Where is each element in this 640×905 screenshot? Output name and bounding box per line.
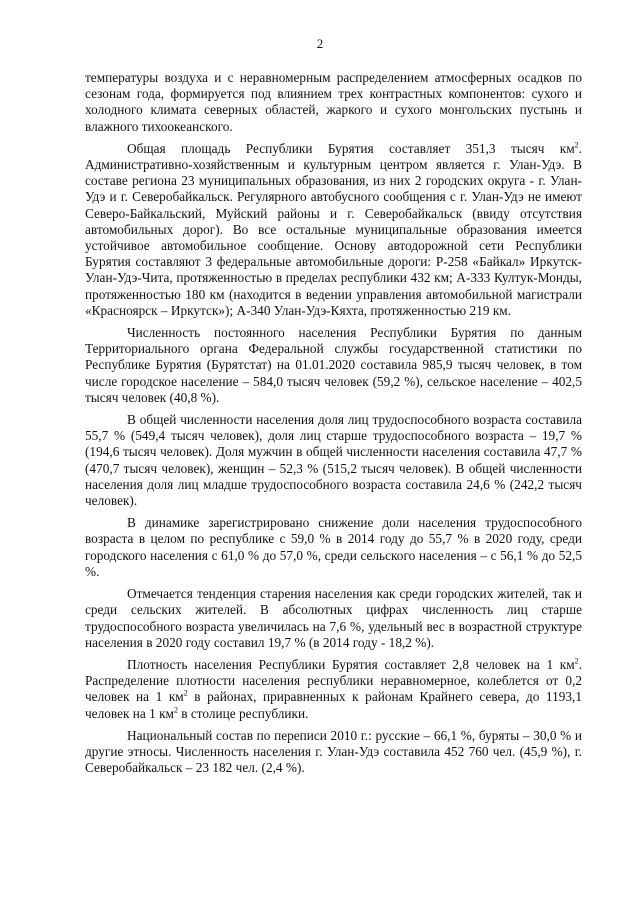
document-body bbox=[85, 70, 582, 782]
paragraph-dynamics: В динамике зарегистрировано снижение доли населения трудоспособного возраста в целом по республике с 59,0 % в 2014 году до 55,7 % в 2020 году, среди городского населения с 61,0 % до 57,0 %, среди сельского населения – с 56,1 % до 52,5 %. bbox=[85, 515, 582, 579]
area-text: Общая площадь Республики Бурятия составляет 351,3 тысяч км bbox=[127, 140, 575, 156]
density-text-3: в районах, приравненных к районам Крайнего севера, до 1193,1 человек на 1 км bbox=[85, 689, 582, 721]
density-text-4: в столице республики. bbox=[177, 705, 309, 721]
paragraph-aging: Отмечается тенденция старения населения как среди городских жителей, так и среди сельских жителей. В абсолютных цифрах численность лиц старше трудоспособного возраста увеличилась на 7,6 %, удельный вес в возрастной структуре населения в 2020 году составил 19,7 % (в 2014 году - 18,2 %). bbox=[85, 586, 582, 650]
paragraph-age-structure: В общей численности населения доля лиц трудоспособного возраста составила 55,7 % (549,4 тысяч человек), доля лиц старше трудоспособного возраста – 19,7 % (194,6 тысяч человек). Доля мужчин в общей численности населения составила 47,7 % (470,7 тысяч человек), женщин – 52,3 % (515,2 тысяч человек). В общей численности населения доля лиц младше трудоспособного возраста составила 24,6 % (242,2 тысяч человек). bbox=[85, 412, 582, 509]
density-text-1: Плотность населения Республики Бурятия составляет 2,8 человек на 1 км bbox=[127, 656, 575, 672]
density-text-2: . Распределение плотности населения республики неравномерное, колеблется от 0,2 человек на 1 км bbox=[85, 656, 582, 705]
paragraph-density bbox=[85, 657, 582, 722]
page-number: 2 bbox=[316, 36, 324, 51]
paragraph-ethnic: Национальный состав по переписи 2010 г.: русские – 66,1 %, буряты – 30,0 % и другие этносы. Численность населения г. Улан-Удэ составила 452 760 чел. (45,9 %), г. Северобайкальск – 23 182 чел. (2,4 %). bbox=[85, 727, 582, 776]
paragraph-population: Численность постоянного населения Республики Бурятия по данным Территориального органа Федеральной службы государственной статистики по Республике Бурятия (Бурятстат) на 01.01.2020 составила 985,9 тысяч человек, в том числе городское население – 584,0 тысяч человек (59,2 %), сельское население – 402,5 тысяч человек (40,8 %). bbox=[85, 325, 582, 405]
superscript: 2 bbox=[574, 656, 579, 666]
superscript: 2 bbox=[183, 688, 188, 698]
superscript: 2 bbox=[173, 705, 178, 715]
paragraph-area-roads bbox=[85, 141, 582, 319]
paragraph-climate: температуры воздуха и с неравномерным распределением атмосферных осадков по сезонам года, формируется под влиянием трех контрастных компонентов: сухого и холодного климата северных областей, жаркого и сухого монгольских пустынь и влажного тихоокеанского. bbox=[85, 70, 582, 134]
roads-text: . Административно-хозяйственным и культурным центром является г. Улан-Удэ. В составе региона 23 муниципальных образования, из них 2 городских округа - г. Улан-Удэ и г. Северобайкальск. Регулярного автобусного сообщения с г. Улан-Удэ не имеют Северо-Байкальский, Муйский районы и г. Северобайкальск (ввиду отсутствия автомобильных дорог). Во все остальные муниципальные образования имеется устойчивое автомобильное сообщение. Основу автодорожной сети Республики Бурятия составляют 3 федеральные автомобильные дороги: Р-258 «Байкал» Иркутск-Улан-Удэ-Чита, протяженностью в пределах республики 432 км; А-333 Култук-Монды, протяженностью 180 км (находится в ведении управления автомобильной магистрали «Красноярск – Иркутск»); А-340 Улан-Удэ-Кяхта, протяженностью 219 км. bbox=[85, 140, 582, 318]
superscript: 2 bbox=[574, 140, 579, 150]
